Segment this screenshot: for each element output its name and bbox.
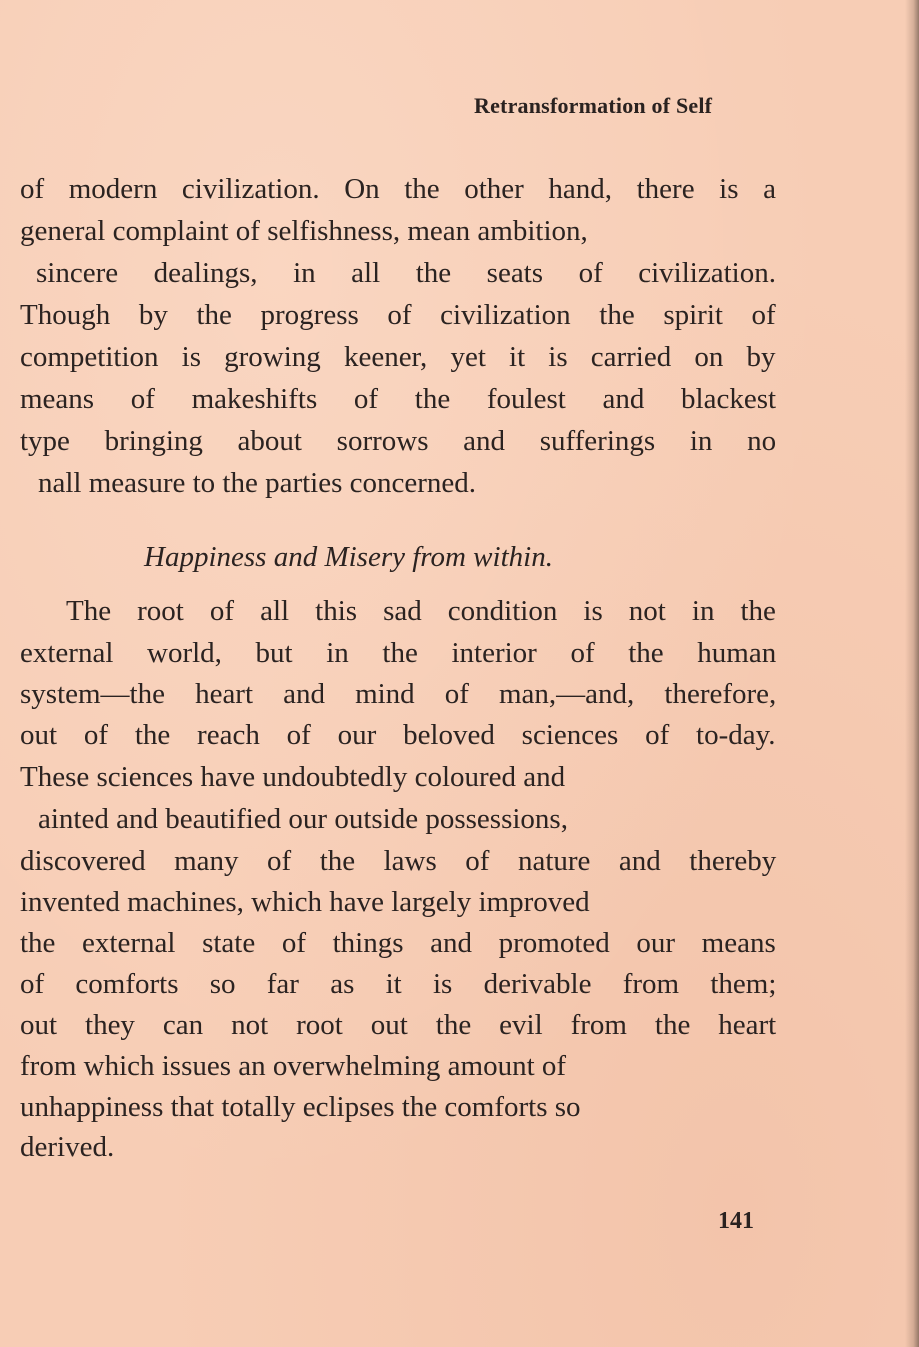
text-line: of comforts so far as it is derivable from them; [20, 968, 777, 1000]
text-line: external world, but in the interior of the human [20, 637, 777, 669]
text-line: out they can not root out the evil from the heart [20, 1009, 777, 1041]
text-line: out of the reach of our beloved sciences of to-day. [20, 719, 776, 751]
text-line: These sciences have undoubtedly coloured and [20, 761, 566, 793]
text-line: the external state of things and promoted our means [20, 927, 776, 959]
page-edge-shadow [905, 0, 919, 1347]
text-line: from which issues an overwhelming amount of [20, 1050, 567, 1082]
text-line: discovered many of the laws of nature and thereby [20, 845, 777, 877]
text-line: Though by the progress of civilization the spirit of [20, 299, 776, 331]
text-line: competition is growing keener, yet it is carried on by [20, 341, 776, 373]
page-number: 141 [718, 1208, 754, 1234]
running-head: Retransformation of Self [474, 93, 713, 118]
text-line: type bringing about sorrows and sufferings in no [20, 425, 777, 457]
text-line: derived. [20, 1131, 115, 1163]
text-line: general complaint of selfishness, mean ambition, [20, 215, 588, 247]
text-line: means of makeshifts of the foulest and blackest [20, 383, 777, 415]
text-line: of modern civilization. On the other hand, there is a [20, 173, 776, 205]
text-line: nall measure to the parties concerned. [38, 467, 477, 499]
text-line: The root of all this sad condition is not in the [66, 595, 776, 627]
text-line: sincere dealings, in all the seats of civilization. [36, 257, 776, 289]
text-line: unhappiness that totally eclipses the comforts so [20, 1091, 581, 1123]
text-line: system—the heart and mind of man,—and, therefore, [20, 678, 777, 710]
text-line: ainted and beautified our outside possessions, [38, 803, 568, 835]
text-line: invented machines, which have largely improved [20, 886, 590, 918]
section-heading: Happiness and Misery from within. [144, 541, 553, 573]
